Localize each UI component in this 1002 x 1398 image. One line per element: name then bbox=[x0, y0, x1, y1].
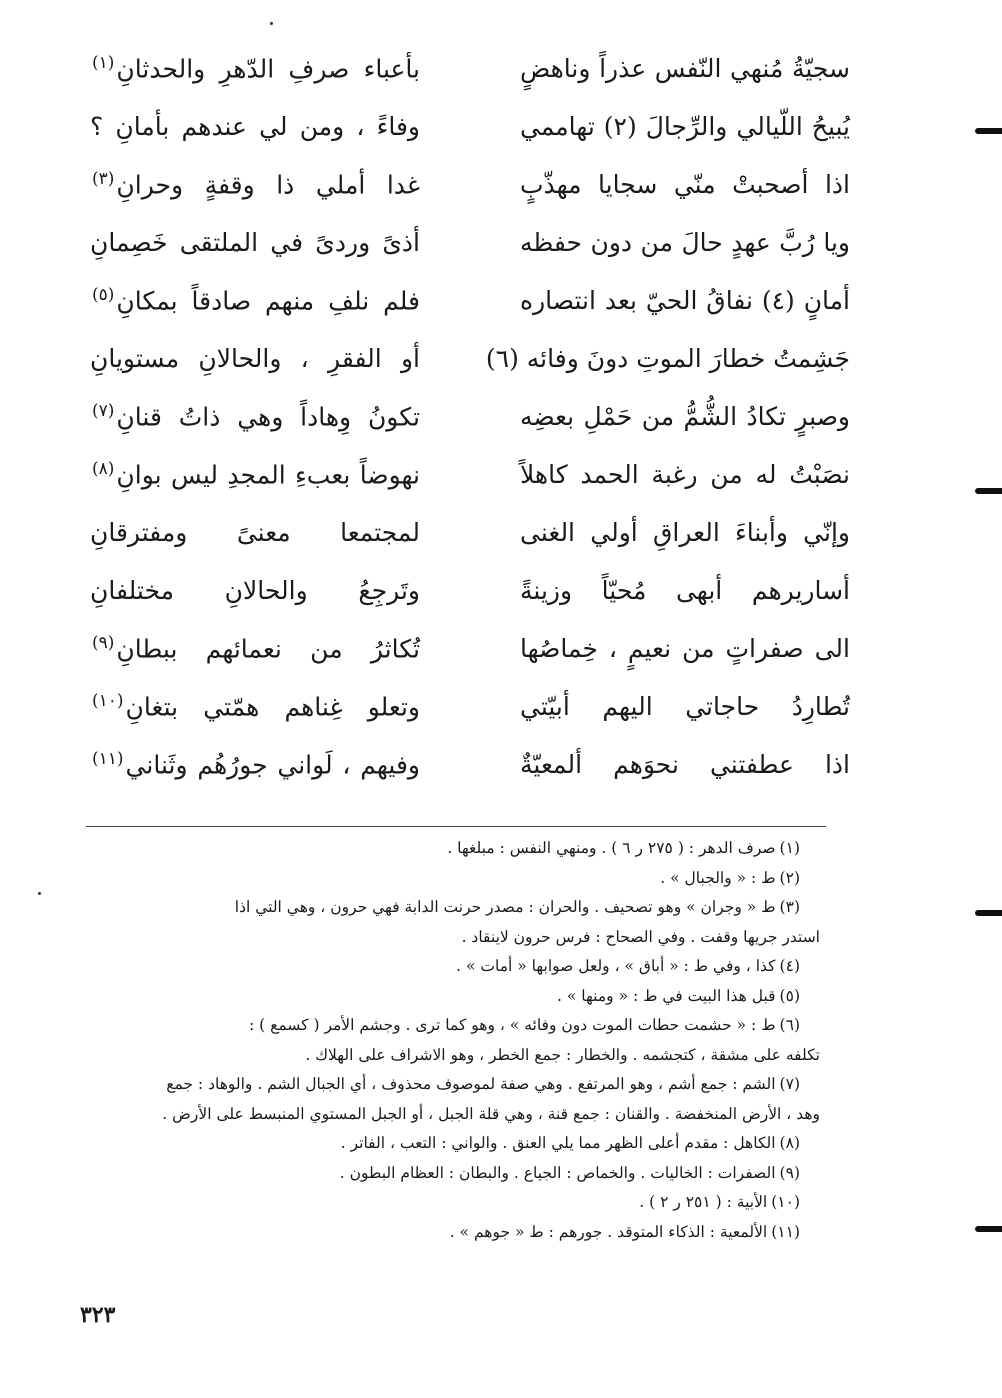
verse-second-hemistich bbox=[90, 440, 420, 504]
footnote-text: استدر جريها وقفت . وفي الصحاح : فرس حرون لاينقاد . bbox=[461, 927, 820, 946]
verse-first-hemistich: وإنّي وأبناءَ العراقِ أولي الغنى bbox=[520, 518, 850, 547]
verse-second-hemistich-text: وتعلو غِناهم همّتي بتغانِ bbox=[125, 692, 420, 721]
footnote-line bbox=[72, 834, 820, 864]
verse-second-hemistich bbox=[90, 266, 420, 330]
footnote-text: كذا ، وفي ط : « أباق » ، ولعل صوابها « أمات » . bbox=[456, 957, 776, 975]
scan-speck bbox=[38, 892, 41, 895]
verse-footnote-marker: (٨) bbox=[92, 458, 115, 479]
scan-edge-mark bbox=[975, 910, 1002, 916]
verse-row bbox=[90, 40, 850, 98]
verse-second-hemistich-text: أذىً وردىً في الملتقى خَصِمانِ bbox=[90, 228, 420, 257]
footnote-number: (١٠) bbox=[771, 1193, 800, 1211]
verse-footnote-marker: (١١) bbox=[92, 748, 124, 769]
footnote-text: صرف الدهر : ( ٢٧٥ ر ٦ ) . ومنهي النفس : مبلغها . bbox=[447, 839, 776, 857]
footnote-text: وهد ، الأرض المنخفضة . والقنان : جمع قنة ، وهي قلة الجبل ، أو الجبل المستوي المنبسط على الأرض . bbox=[162, 1104, 820, 1123]
footnote-text: ط : « حشمت حطات الموت دون وفائه » ، وهو كما ترى . وجشم الأمر ( كسمع ) : bbox=[249, 1016, 776, 1034]
verse-row bbox=[90, 504, 850, 562]
scan-edge-mark bbox=[975, 128, 1002, 134]
verse-footnote-marker: (٥) bbox=[92, 284, 115, 305]
verse-second-hemistich-text: تكونُ وِهاداً وهي ذاتُ قنانِ bbox=[116, 402, 420, 431]
footnote-number: (٢) bbox=[779, 868, 800, 887]
footnote-number: (٦) bbox=[779, 1016, 800, 1034]
verse-first-hemistich: أساريرهم أبهى مُحيّاً وزينةً bbox=[520, 576, 850, 605]
footnote-line bbox=[72, 864, 820, 894]
footnote-text: الألمعية : الذكاء المتوقد . جورهم : ط « جوهم » . bbox=[449, 1222, 768, 1241]
verse-second-hemistich bbox=[90, 614, 420, 678]
footnote-line bbox=[72, 1129, 820, 1159]
footnote-separator bbox=[86, 826, 826, 827]
footnote-text: ط : « والجبال » . bbox=[660, 868, 776, 887]
verse-second-hemistich-text: وفاءً ، ومن لي عندهم بأمانِ ؟ bbox=[90, 112, 420, 141]
verse-second-hemistich bbox=[90, 150, 420, 214]
footnote-number: (٧) bbox=[779, 1075, 800, 1093]
verse-footnote-marker: (٣) bbox=[92, 168, 115, 189]
verse-footnote-marker: (٧) bbox=[92, 400, 115, 421]
verse-second-hemistich bbox=[90, 330, 420, 388]
footnote-line bbox=[72, 1159, 820, 1189]
verse-second-hemistich bbox=[90, 214, 420, 272]
verse-second-hemistich bbox=[90, 562, 420, 620]
verse-first-hemistich: وصبرٍ تكادُ الشُّمُّ من حَمْلِ بعضِه bbox=[520, 402, 850, 431]
verse-first-hemistich: أمانٍ (٤) نفاقُ الحيّ بعد انتصاره bbox=[520, 286, 851, 315]
verse-row bbox=[90, 562, 850, 620]
verse-row bbox=[90, 214, 850, 272]
verse-first-hemistich: تُطارِدُ حاجاتي اليهم أبيّتي bbox=[520, 692, 850, 721]
verse-second-hemistich-text: وفيهم ، لَواني جورُهُم وثَناني bbox=[125, 750, 420, 779]
footnote-line bbox=[72, 1041, 820, 1071]
verse-second-hemistich bbox=[90, 730, 420, 794]
verse-second-hemistich-text: أو الفقرِ ، والحالانِ مستويانِ bbox=[90, 344, 420, 373]
verse-second-hemistich-text: غدا أملي ذا وقفةٍ وحرانِ bbox=[116, 170, 420, 199]
verse-first-hemistich: ويا رُبَّ عهدٍ حالَ من دون حفظه bbox=[520, 228, 850, 257]
verse-row bbox=[90, 446, 850, 504]
footnote-line bbox=[72, 923, 820, 953]
verse-first-hemistich: جَشِمتُ خطارَ الموتِ دونَ وفائه (٦) bbox=[485, 344, 850, 373]
verse-footnote-marker: (٩) bbox=[92, 632, 115, 653]
scan-edge-mark bbox=[975, 1226, 1002, 1232]
verse-first-hemistich: نصَبْتُ له من رغبة الحمد كاهلاً bbox=[520, 460, 850, 489]
verse-row bbox=[90, 388, 850, 446]
footnote-line bbox=[72, 893, 820, 923]
footnote-text: الكاهل : مقدم أعلى الظهر مما يلي العنق . والواني : التعب ، الفاتر . bbox=[340, 1134, 776, 1152]
verse-second-hemistich-text: بأعباء صرفِ الدّهرِ والحدثانِ bbox=[116, 54, 420, 83]
verse-second-hemistich-text: وتَرجِعُ والحالانِ مختلفانِ bbox=[90, 576, 420, 605]
footnote-text: تكلفه على مشقة ، كتجشمه . والخطار : جمع الخطر ، وهو الاشراف على الهلاك . bbox=[305, 1045, 820, 1064]
verse-first-hemistich: سجيّةُ مُنهي النّفس عذراً وناهضٍ bbox=[520, 54, 850, 83]
verse-second-hemistich bbox=[90, 504, 420, 562]
verse-second-hemistich-text: فلم نلفِ منهم صادقاً بمكانِ bbox=[116, 286, 420, 315]
footnote-text: ط « وجران » وهو تصحيف . والحران : مصدر حرنت الدابة فهي حرون ، وهي التي اذا bbox=[234, 898, 776, 916]
verse-second-hemistich bbox=[90, 98, 420, 156]
verse-row bbox=[90, 620, 850, 678]
footnote-number: (٨) bbox=[779, 1134, 800, 1152]
footnote-line bbox=[72, 952, 820, 982]
footnote-line bbox=[72, 1218, 820, 1248]
verse-second-hemistich bbox=[90, 382, 420, 446]
verse-second-hemistich-text: نهوضاً بعبءِ المجدِ ليس بوانِ bbox=[116, 460, 420, 489]
scan-speck bbox=[270, 22, 273, 25]
verse-first-hemistich: اذا عطفتني نحوَهم ألمعيّةٌ bbox=[520, 750, 850, 779]
footnote-line bbox=[72, 1011, 820, 1041]
verse-second-hemistich bbox=[90, 672, 420, 736]
footnote-line bbox=[72, 1188, 820, 1218]
footnote-text: الصفرات : الخاليات . والخماص : الجياع . والبطان : العظام البطون . bbox=[339, 1163, 776, 1182]
footnote-number: (٥) bbox=[779, 986, 800, 1005]
poem-verses bbox=[90, 40, 850, 810]
footnote-text: الأبية : ( ٢٥١ ر ٢ ) . bbox=[639, 1193, 768, 1211]
footnote-number: (٩) bbox=[779, 1163, 800, 1182]
footnote-number: (٤) bbox=[779, 957, 800, 975]
footnote-number: (٣) bbox=[779, 898, 800, 916]
footnote-line bbox=[72, 1100, 820, 1130]
verse-second-hemistich-text: تُكاثرُ من نعمائهم ببطانِ bbox=[116, 634, 420, 663]
footnote-text: الشم : جمع أشم ، وهو المرتفع . وهي صفة لموصوف محذوف ، أي الجبال الشم . والوهاد : جمع bbox=[166, 1075, 776, 1093]
footnote-number: (١١) bbox=[771, 1222, 800, 1241]
page-number: ٣٢٣ bbox=[80, 1302, 116, 1328]
footnote-number: (١) bbox=[779, 839, 800, 857]
verse-row bbox=[90, 156, 850, 214]
verse-row bbox=[90, 272, 850, 330]
verse-footnote-marker: (١٠) bbox=[92, 690, 124, 711]
footnote-line bbox=[72, 1070, 820, 1100]
scan-edge-mark bbox=[975, 488, 1002, 494]
verse-row bbox=[90, 330, 850, 388]
verse-second-hemistich-text: لمجتمعا معنىً ومفترقانِ bbox=[90, 518, 420, 547]
verse-second-hemistich bbox=[90, 34, 420, 98]
verse-first-hemistich: يُبيحُ اللّيالي والرِّجالَ (٢) تهاممي bbox=[520, 112, 850, 141]
footnotes bbox=[72, 834, 820, 1247]
footnote-line bbox=[72, 982, 820, 1012]
verse-row bbox=[90, 736, 850, 794]
verse-row bbox=[90, 98, 850, 156]
footnote-text: قبل هذا البيت في ط : « ومنها » . bbox=[557, 986, 776, 1005]
verse-first-hemistich: اذا أصحبتْ منّي سجايا مهذّبٍ bbox=[520, 170, 850, 199]
verse-row bbox=[90, 678, 850, 736]
verse-footnote-marker: (١) bbox=[92, 52, 115, 73]
verse-first-hemistich: الى صفراتٍ من نعيمٍ ، خِماصُها bbox=[520, 634, 850, 663]
